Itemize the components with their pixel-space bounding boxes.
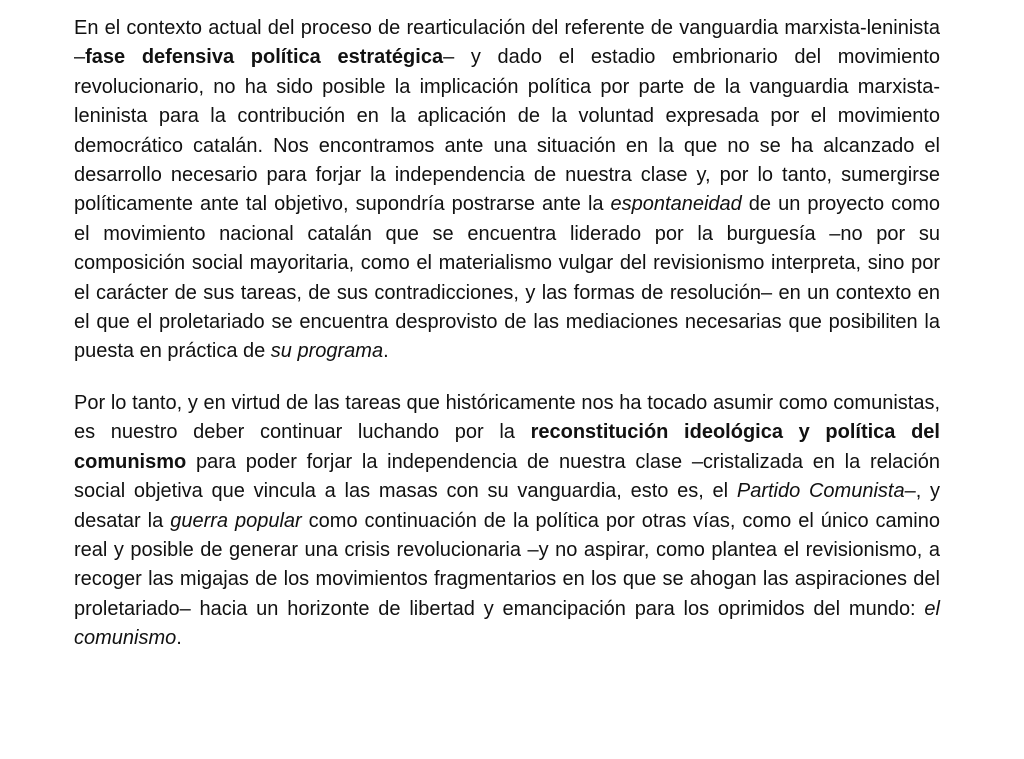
text-segment: de un proyecto como el movimiento nacional catalán que se encuentra liderado por la burguesía –no por su composición social mayoritaria, como el materialismo vulgar del revisionismo interpreta, sino por el carácter de sus tareas, de sus contradicciones, y las formas de resolución– en un contexto en el que el proletariado se encuentra desprovisto de las mediaciones necesarias que posibiliten la puesta en práctica de bbox=[74, 193, 941, 363]
text-segment: como continuación de la política por otras vías, como el único camino real y posible de generar una crisis revolucionaria –y no aspirar, como plantea el revisionismo, a recoger las migajas de los movimientos fragmentarios en los que se ahogan las aspiraciones del proletariado– hacia un horizonte de libertad y emancipación para los oprimidos del mundo: bbox=[74, 509, 941, 620]
bold-phrase: fase defensiva política estratégica bbox=[85, 46, 444, 69]
paragraph-2 bbox=[74, 389, 940, 654]
paragraph-1 bbox=[74, 14, 940, 367]
text-segment: En el contexto actual del proceso de rearticulación del referente de vanguardia marxista-leninista – bbox=[74, 17, 940, 69]
text-segment: . bbox=[383, 340, 389, 363]
text-segment: –, y desatar la bbox=[74, 480, 940, 532]
italic-phrase: espontaneidad bbox=[610, 193, 742, 216]
document-page bbox=[74, 14, 940, 654]
bold-phrase: reconstitución ideológica y política del comunismo bbox=[74, 421, 940, 473]
text-segment: para poder forjar la independencia de nuestra clase –cristalizada en la relación social objetiva que vincula a las masas con su vanguardia, esto es, el bbox=[74, 450, 940, 503]
italic-phrase: Partido Comunista bbox=[736, 480, 905, 503]
italic-phrase: el comunismo bbox=[74, 597, 940, 650]
text-segment: Por lo tanto, y en virtud de las tareas que históricamente nos ha tocado asumir como comunistas, es nuestro deber continuar luchando por la bbox=[74, 391, 940, 444]
text-segment: – y dado el estadio embrionario del movimiento revolucionario, no ha sido posible la implicación política por parte de la vanguardia marxista-leninista para la contribución en la aplicación de la voluntad expresada por el movimiento democrático catalán. Nos encontramos ante una situación en la que no se ha alcanzado el desarrollo necesario para forjar la independencia de nuestra clase y, por lo tanto, sumergirse políticamente ante tal objetivo, supondría postrarse ante la bbox=[74, 46, 940, 216]
italic-phrase: guerra popular bbox=[170, 509, 302, 532]
text-segment: . bbox=[176, 627, 182, 650]
italic-phrase: su programa bbox=[270, 340, 384, 363]
